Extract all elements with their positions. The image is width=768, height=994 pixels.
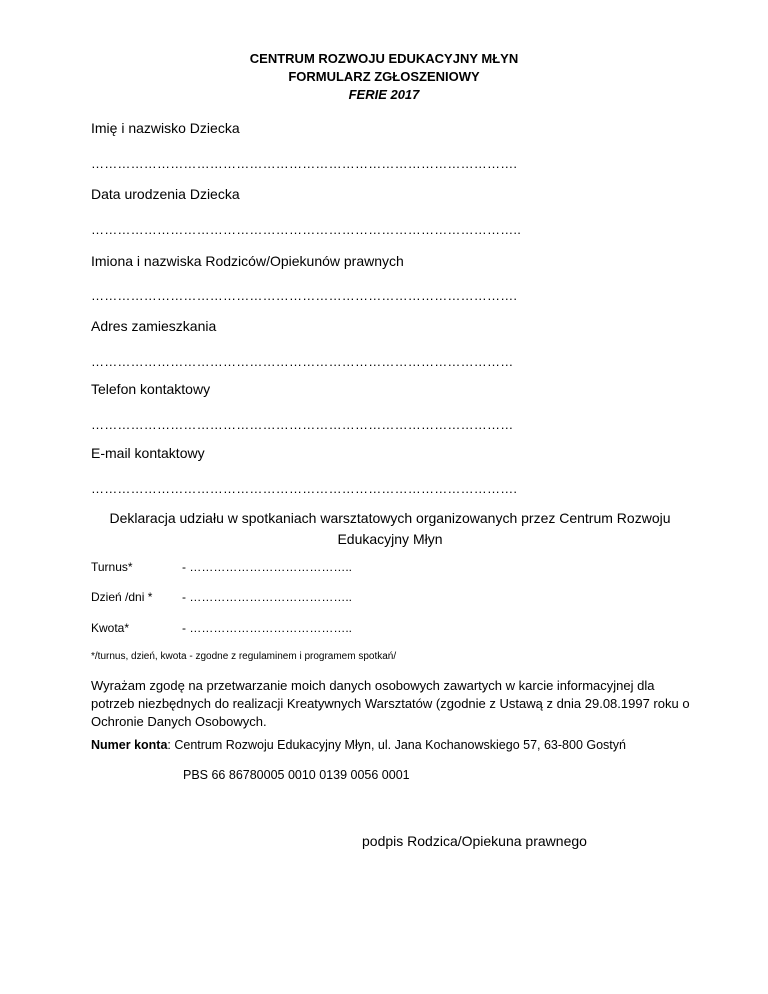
- child-name-label: Imię i nazwisko Dziecka: [91, 120, 240, 136]
- email-field[interactable]: …………………………………………………………………………………….: [91, 481, 518, 496]
- child-birthdate-field[interactable]: ……………………………………………………………………………………..: [91, 222, 522, 237]
- signature-label: podpis Rodzica/Opiekuna prawnego: [362, 833, 587, 849]
- child-birthdate-label: Data urodzenia Dziecka: [91, 186, 240, 202]
- consent-statement: Wyrażam zgodę na przetwarzanie moich danych osobowych zawartych w karcie informacyjnej dla potrzeb niezbędnych do realizacji Kreatywnych Warsztatów (zgodnie z Ustawą z dnia 29.08.1997 roku o Ochronie Danych Osobowych.: [91, 678, 690, 729]
- declaration-heading: Deklaracja udziału w spotkaniach warsztatowych organizowanych przez Centrum Rozwoju Edukacyjny Młyn: [109, 510, 671, 547]
- address-field[interactable]: ……………………………………………………………………………………: [91, 354, 514, 369]
- turnus-field[interactable]: - …………………………………..: [182, 560, 352, 574]
- child-name-field[interactable]: …………………………………………………………………………………….: [91, 156, 518, 171]
- turnus-label: Turnus*: [91, 560, 133, 574]
- address-label: Adres zamieszkania: [91, 318, 217, 334]
- amount-label: Kwota*: [91, 621, 130, 635]
- phone-label: Telefon kontaktowy: [91, 381, 211, 397]
- organization-name: CENTRUM ROZWOJU EDUKACYJNY MŁYN: [249, 51, 519, 66]
- form-header: [0, 50, 768, 104]
- account-details: : Centrum Rozwoju Edukacyjny Młyn, ul. Jana Kochanowskiego 57, 63-800 Gostyń: [167, 738, 626, 752]
- phone-field[interactable]: ……………………………………………………………………………………: [91, 417, 514, 432]
- form-title: FORMULARZ ZGŁOSZENIOWY: [288, 69, 480, 84]
- days-label: Dzień /dni *: [91, 590, 153, 604]
- parents-names-label: Imiona i nazwiska Rodziców/Opiekunów prawnych: [91, 253, 404, 269]
- form-subtitle: FERIE 2017: [348, 87, 420, 102]
- amount-field[interactable]: - …………………………………..: [182, 621, 352, 635]
- account-number: PBS 66 86780005 0010 0139 0056 0001: [183, 768, 410, 782]
- account-line: [91, 738, 626, 752]
- email-label: E-mail kontaktowy: [91, 445, 205, 461]
- account-label: Numer konta: [91, 738, 168, 752]
- footnote: */turnus, dzień, kwota - zgodne z regulaminem i programem spotkań/: [91, 651, 397, 662]
- parents-names-field[interactable]: …………………………………………………………………………………….: [91, 288, 518, 303]
- days-field[interactable]: - …………………………………..: [182, 590, 352, 604]
